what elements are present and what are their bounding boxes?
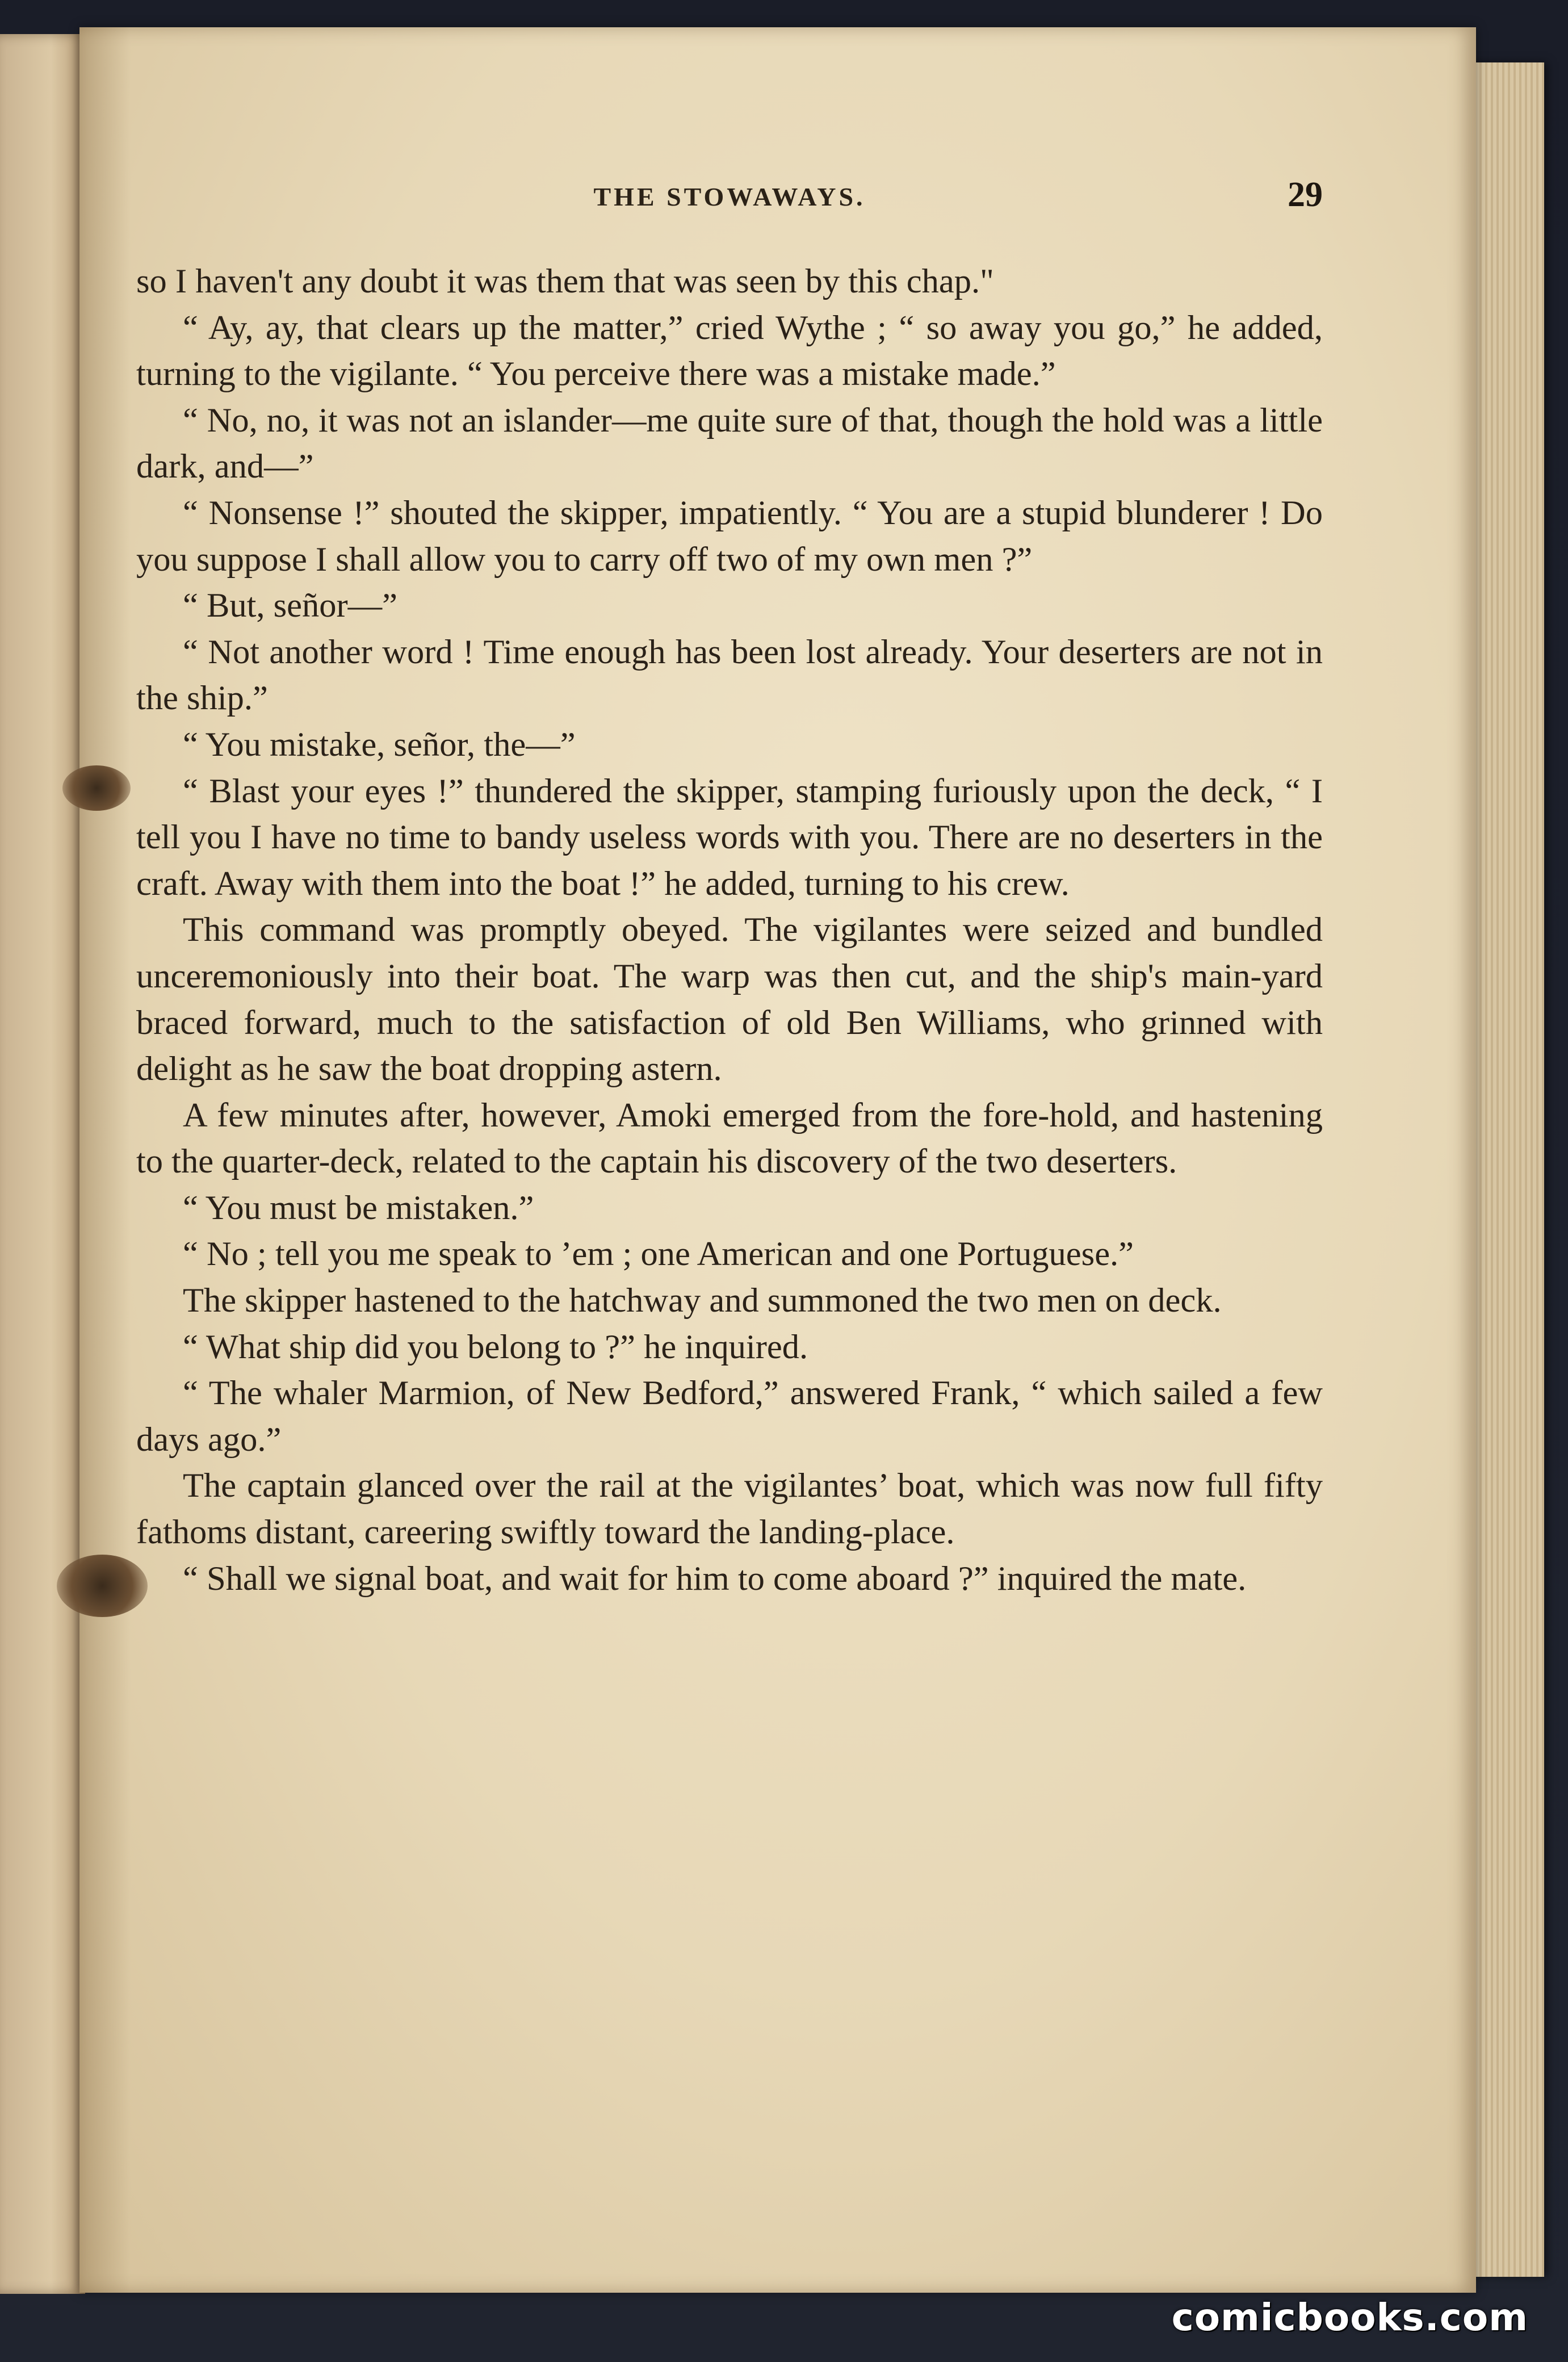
paragraph: “ You must be mistaken.”	[183, 1188, 534, 1227]
page-number: 29	[1288, 175, 1323, 214]
paragraph: “ No ; tell you me speak to ’em ; one American and one Portuguese.”	[183, 1235, 1134, 1274]
paragraph: “ The whaler Marmion, of New Bedford,” answered Frank, “ which sailed a few days ago.”	[136, 1374, 1323, 1459]
paragraph: “ Not another word ! Time enough has been lost already. Your deserters are not in the ship.”	[136, 633, 1323, 718]
paragraph: “ Ay, ay, that clears up the matter,” cried Wythe ; “ so away you go,” he added, turning to the vigilante. “ You perceive there was a mistake made.”	[136, 308, 1323, 393]
paragraph: “ Blast your eyes !” thundered the skipper, stamping furiously upon the deck, “ I tell you I have no time to bandy useless words with you. There are no deserters in the craft. Away with them into the boat !” he added, turning to his crew.	[136, 772, 1323, 903]
page-header	[136, 170, 1323, 221]
paragraph: The skipper hastened to the hatchway and summoned the two men on deck.	[183, 1281, 1222, 1320]
paragraph: so I haven't any doubt it was them that was seen by this chap."	[136, 262, 994, 300]
paragraph: “ Nonsense !” shouted the skipper, impatiently. “ You are a stupid blunderer ! Do you suppose I shall allow you to carry off two of my own men ?”	[136, 493, 1323, 579]
paragraph: “ But, señor—”	[183, 587, 398, 625]
paragraph: “ No, no, it was not an islander—me quite sure of that, though the hold was a little dark, and—”	[136, 401, 1323, 486]
body-text	[136, 258, 1323, 1602]
paragraph: “ What ship did you belong to ?” he inquired.	[183, 1327, 808, 1366]
binding-hole	[62, 765, 131, 811]
gutter-shadow	[79, 27, 131, 2293]
paragraph: This command was promptly obeyed. The vigilantes were seized and bundled unceremoniously into their boat. The warp was then cut, and the ship's main-yard braced forward, much to the satisfaction of old Ben Williams, who grinned with delight as he saw the boat dropping astern.	[136, 911, 1323, 1088]
facing-page-edge	[0, 34, 85, 2294]
paragraph: A few minutes after, however, Amoki emerged from the fore-hold, and hastening to the quarter-deck, related to the captain his discovery of the two deserters.	[136, 1096, 1323, 1181]
binding-hole	[57, 1555, 148, 1617]
paragraph: “ You mistake, señor, the—”	[183, 725, 576, 764]
site-watermark: comicbooks.com	[1171, 2296, 1528, 2339]
paragraph: The captain glanced over the rail at the vigilantes’ boat, which was now full fifty fathoms distant, careering swiftly toward the landing-place.	[136, 1467, 1323, 1552]
paragraph: “ Shall we signal boat, and wait for him to come aboard ?” inquired the mate.	[183, 1559, 1247, 1598]
running-title: THE STOWAWAYS.	[593, 182, 866, 211]
